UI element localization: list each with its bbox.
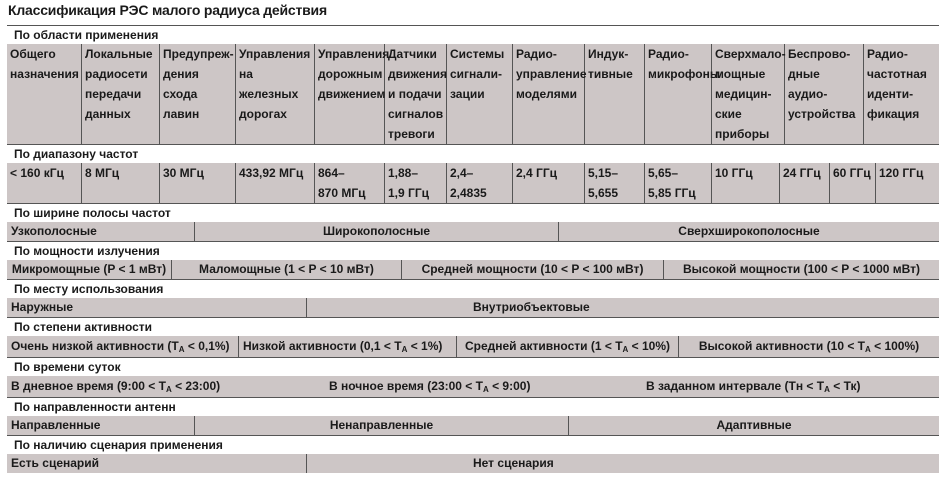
activity-text: Средней активности (1 < T [464, 339, 623, 353]
application-cell: Индук- тивные [585, 44, 645, 144]
bandwidth-cell: Сверхширокополосные [678, 224, 820, 238]
activity-text: < 0,1%) [184, 339, 230, 353]
daytime-text: В ночное время (23:00 < T [329, 379, 483, 393]
activity-cell-medium [457, 336, 679, 357]
frequency-cell: 433,92 МГц [236, 163, 315, 203]
scenario-cell: Есть сценарий [7, 454, 307, 473]
daytime-text: В заданном интервале (Тн < T [646, 379, 825, 393]
antenna-cell: Адаптивные [716, 418, 792, 432]
frequency-cell: 10 ГГц [712, 163, 780, 203]
daytime-text: В дневное время (9:00 < T [11, 379, 166, 393]
application-cell: Радио- частотная иденти- фикация [867, 47, 927, 121]
daytime-text: < 23:00) [171, 379, 221, 393]
frequency-cell: 120 ГГц [879, 166, 924, 180]
frequency-cell: 864– 870 МГц [315, 163, 385, 203]
frequency-cell: 5,15– 5,655 [585, 163, 645, 203]
frequency-cell: 8 МГц [82, 163, 160, 203]
location-cell: Внутриобъектовые [473, 300, 590, 314]
frequency-cell: < 160 кГц [7, 163, 82, 203]
activity-row [7, 336, 939, 357]
application-cell: Управления дорожным движением [315, 44, 385, 144]
section-header-power: По мощности излучения [7, 241, 939, 260]
application-cell: Датчики движения и подачи сигналов тревоги [385, 44, 447, 144]
section-header-activity: По степени активности [7, 317, 939, 336]
power-cell: Микромощные (P < 1 мВт) [7, 260, 172, 279]
frequency-cell: 2,4 ГГц [513, 163, 585, 203]
subscript: A [622, 345, 629, 354]
activity-text: < 10%) [628, 339, 671, 353]
application-row [7, 44, 939, 144]
application-cell: Предупреж- дения схода лавин [160, 44, 236, 144]
activity-cell-very-low [7, 336, 239, 357]
activity-text: < 100%) [870, 339, 920, 353]
activity-cell-low [239, 336, 457, 357]
application-cell: Радио- управление моделями [513, 44, 585, 144]
section-header-antenna: По направленности антенн [7, 397, 939, 416]
section-header-scenario: По наличию сценария применения [7, 435, 939, 454]
location-row [7, 298, 939, 317]
application-cell: Общего назначения [7, 44, 82, 144]
daytime-cell-day [7, 376, 307, 397]
power-row [7, 260, 939, 279]
antenna-cell: Направленные [7, 416, 195, 435]
application-cell: Управления на железных дорогах [236, 44, 315, 144]
subscript: A [401, 345, 408, 354]
daytime-cell-interval [642, 376, 939, 397]
activity-text: Высокой активности (10 < T [698, 339, 865, 353]
daytime-text: < 9:00) [488, 379, 531, 393]
subscript: A [178, 345, 185, 354]
section-header-daytime: По времени суток [7, 357, 939, 376]
frequency-cell: 24 ГГц [780, 163, 830, 203]
daytime-cell-night [325, 376, 625, 397]
section-header-frequency: По диапазону частот [7, 144, 939, 163]
activity-text: Очень низкой активности (T [11, 339, 179, 353]
application-cell: Сверхмало- мощные медицин- ские приборы [712, 44, 785, 144]
frequency-cell: 1,88– 1,9 ГГц [385, 163, 447, 203]
activity-text: Низкой активности (0,1 < T [243, 339, 402, 353]
antenna-row [7, 416, 939, 435]
bandwidth-row [7, 222, 939, 241]
antenna-cell: Ненаправленные [195, 416, 569, 435]
application-cell: Радио- микрофоны [645, 44, 712, 144]
activity-cell-high [679, 336, 939, 357]
page-title: Классификация РЭС малого радиуса действия [8, 2, 327, 18]
frequency-cell: 5,65– 5,85 ГГц [645, 163, 712, 203]
subscript: A [865, 345, 871, 354]
bandwidth-cell: Узкополосные [7, 222, 195, 241]
frequency-cell: 60 ГГц [830, 163, 876, 203]
power-cell: Средней мощности (10 < P < 100 мВт) [402, 260, 664, 279]
application-cell: Локальные радиосети передачи данных [82, 44, 160, 144]
bandwidth-cell: Широкополосные [195, 222, 559, 241]
activity-text: < 1%) [407, 339, 443, 353]
daytime-text: < Тк) [829, 379, 861, 393]
subscript: A [824, 385, 830, 394]
location-cell: Наружные [7, 298, 307, 317]
subscript: A [482, 385, 489, 394]
daytime-row [7, 376, 939, 397]
frequency-row [7, 163, 939, 203]
scenario-row [7, 454, 939, 473]
power-cell: Высокой мощности (100 < P < 1000 мВт) [682, 262, 921, 276]
power-cell: Маломощные (1 < P < 10 мВт) [172, 260, 402, 279]
section-header-location: По месту использования [7, 279, 939, 298]
frequency-cell: 2,4– 2,4835 [447, 163, 513, 203]
section-header-application: По области применения [7, 25, 939, 44]
application-cell: Беспрово- дные аудио- устройства [785, 44, 864, 144]
section-header-bandwidth: По ширине полосы частот [7, 203, 939, 222]
scenario-cell: Нет сценария [473, 456, 554, 470]
application-cell: Системы сигнали- зации [447, 44, 513, 144]
subscript: A [165, 385, 172, 394]
frequency-cell: 30 МГц [160, 163, 236, 203]
